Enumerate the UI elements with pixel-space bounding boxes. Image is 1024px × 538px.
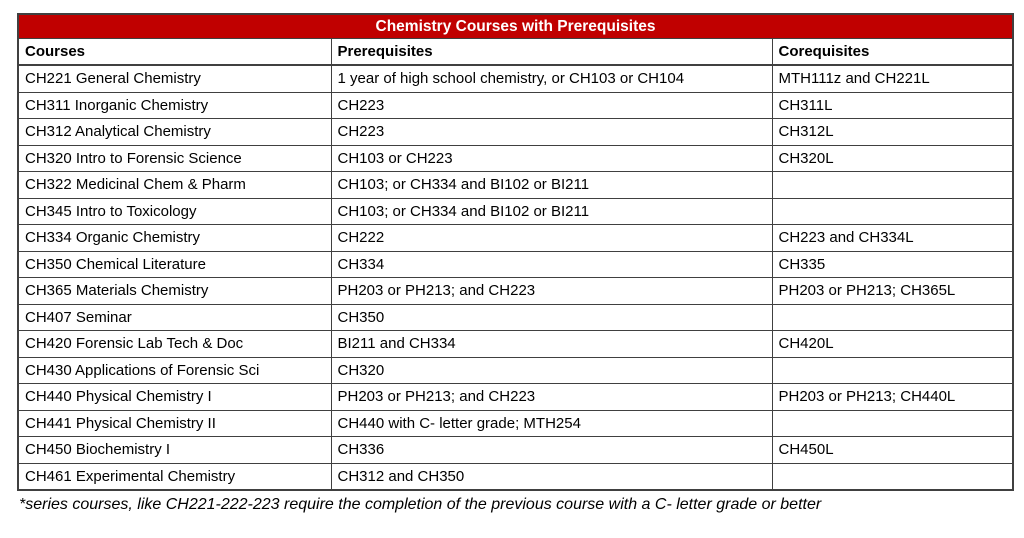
corequisites-cell: PH203 or PH213; CH440L [772,384,1013,411]
prerequisites-cell: CH223 [331,119,772,146]
corequisites-cell: CH223 and CH334L [772,225,1013,252]
table-row [18,384,1013,411]
prerequisites-cell: CH103; or CH334 and BI102 or BI211 [331,172,772,199]
corequisites-cell: CH420L [772,331,1013,358]
table-row [18,145,1013,172]
column-header-row [18,39,1013,66]
table-title: Chemistry Courses with Prerequisites [18,14,1013,39]
prerequisites-cell: 1 year of high school chemistry, or CH103 or CH104 [331,65,772,92]
course-cell: CH311 Inorganic Chemistry [18,92,331,119]
corequisites-cell: CH320L [772,145,1013,172]
prerequisites-cell: CH336 [331,437,772,464]
prerequisites-cell: CH440 with C- letter grade; MTH254 [331,410,772,437]
corequisites-cell [772,304,1013,331]
table-row [18,278,1013,305]
course-cell: CH320 Intro to Forensic Science [18,145,331,172]
prerequisites-cell: PH203 or PH213; and CH223 [331,384,772,411]
corequisites-cell [772,357,1013,384]
corequisites-cell: MTH111z and CH221L [772,65,1013,92]
series-courses-footnote: *series courses, like CH221-222-223 require the completion of the previous course with a C- letter grade or better [19,496,822,513]
table-row [18,410,1013,437]
column-header-courses: Courses [18,39,331,66]
course-cell: CH350 Chemical Literature [18,251,331,278]
course-cell: CH450 Biochemistry I [18,437,331,464]
column-header-corequisites: Corequisites [772,39,1013,66]
prerequisites-cell: PH203 or PH213; and CH223 [331,278,772,305]
prerequisites-cell: CH222 [331,225,772,252]
prerequisites-cell: CH334 [331,251,772,278]
course-cell: CH322 Medicinal Chem & Pharm [18,172,331,199]
table-row [18,463,1013,490]
course-cell: CH461 Experimental Chemistry [18,463,331,490]
title-row [18,14,1013,39]
table-row [18,304,1013,331]
table-row [18,357,1013,384]
course-cell: CH221 General Chemistry [18,65,331,92]
corequisites-cell: CH335 [772,251,1013,278]
course-cell: CH420 Forensic Lab Tech & Doc [18,331,331,358]
prerequisites-cell: CH312 and CH350 [331,463,772,490]
course-cell: CH441 Physical Chemistry II [18,410,331,437]
prerequisites-cell: BI211 and CH334 [331,331,772,358]
corequisites-cell: CH311L [772,92,1013,119]
course-cell: CH440 Physical Chemistry I [18,384,331,411]
table-row [18,331,1013,358]
table-row [18,251,1013,278]
corequisites-cell [772,172,1013,199]
corequisites-cell [772,410,1013,437]
corequisites-cell [772,198,1013,225]
prerequisites-cell: CH350 [331,304,772,331]
column-header-prerequisites: Prerequisites [331,39,772,66]
prerequisites-cell: CH103; or CH334 and BI102 or BI211 [331,198,772,225]
table-row [18,119,1013,146]
corequisites-cell: CH450L [772,437,1013,464]
chemistry-courses-table [17,13,1014,491]
table-row [18,92,1013,119]
course-cell: CH365 Materials Chemistry [18,278,331,305]
corequisites-cell: PH203 or PH213; CH365L [772,278,1013,305]
course-cell: CH407 Seminar [18,304,331,331]
table-body [18,65,1013,490]
course-cell: CH334 Organic Chemistry [18,225,331,252]
prerequisites-cell: CH320 [331,357,772,384]
table-row [18,198,1013,225]
course-cell: CH345 Intro to Toxicology [18,198,331,225]
corequisites-cell: CH312L [772,119,1013,146]
course-cell: CH430 Applications of Forensic Sci [18,357,331,384]
course-cell: CH312 Analytical Chemistry [18,119,331,146]
document-page [17,13,1012,514]
table-row [18,225,1013,252]
prerequisites-cell: CH103 or CH223 [331,145,772,172]
table-row [18,437,1013,464]
table-row [18,65,1013,92]
table-row [18,172,1013,199]
corequisites-cell [772,463,1013,490]
prerequisites-cell: CH223 [331,92,772,119]
